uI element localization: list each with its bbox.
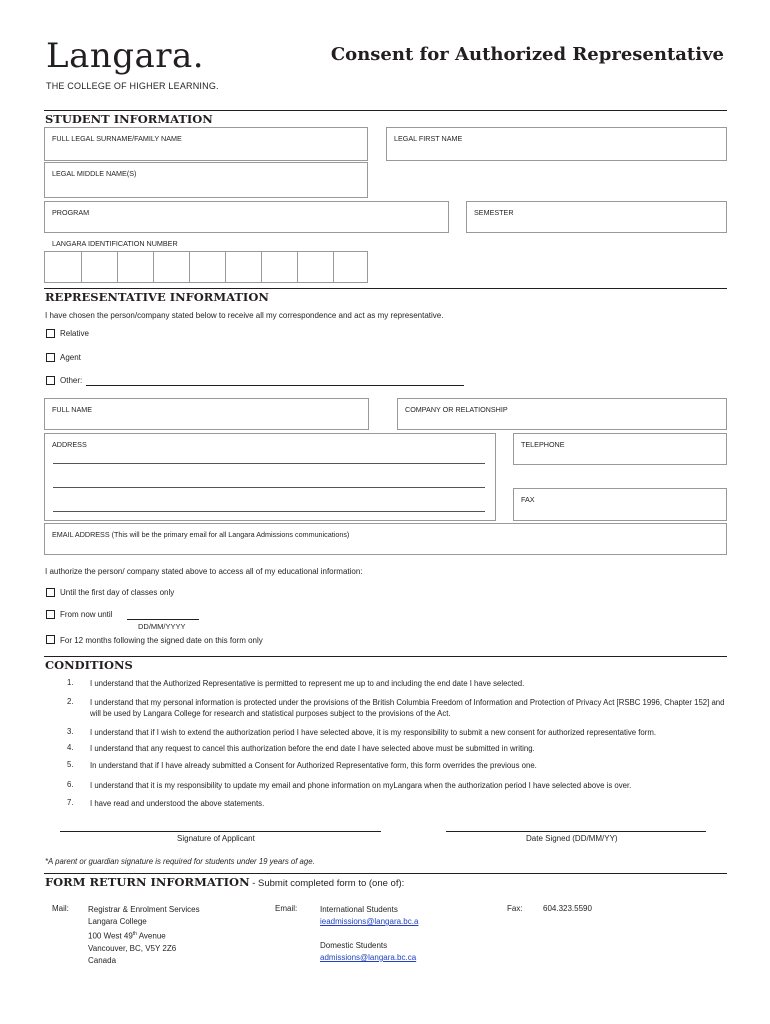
section-divider — [44, 288, 727, 289]
semester-field[interactable] — [466, 201, 727, 233]
program-label: PROGRAM — [52, 208, 90, 217]
fax-field[interactable] — [513, 488, 727, 521]
condition-number: 5. — [67, 760, 74, 769]
logo-tagline: THE COLLEGE OF HIGHER LEARNING. — [46, 81, 219, 91]
address-line — [53, 463, 485, 464]
langara-logo: Langara. — [46, 36, 205, 76]
telephone-field[interactable] — [513, 433, 727, 465]
date-signed-label: Date Signed (DD/MM/YY) — [526, 834, 618, 843]
telephone-label: TELEPHONE — [521, 440, 565, 449]
condition-text: I understand that any request to cancel this authorization before the end date I have selected above must be submitted in writing. — [90, 744, 535, 753]
other-label: Other: — [60, 376, 83, 385]
company-relationship-field[interactable] — [397, 398, 727, 430]
section-divider — [44, 873, 727, 874]
rep-full-name-field[interactable] — [44, 398, 369, 430]
id-digit-divider — [333, 252, 334, 282]
semester-label: SEMESTER — [474, 208, 514, 217]
return-heading: FORM RETURN INFORMATION — [45, 875, 250, 889]
rep-full-name-label: FULL NAME — [52, 405, 93, 414]
program-field[interactable] — [44, 201, 449, 233]
relative-checkbox[interactable] — [46, 329, 55, 338]
email-label: Email: — [275, 904, 298, 913]
id-digit-divider — [189, 252, 190, 282]
email-address-label: EMAIL ADDRESS (This will be the primary email for all Langara Admissions communications) — [52, 530, 350, 539]
intl-email-link[interactable]: ieadmissions@langara.bc.a — [320, 917, 419, 926]
fax-return-number: 604.323.5590 — [543, 904, 592, 913]
id-digit-divider — [261, 252, 262, 282]
mail-line: Langara College — [88, 917, 147, 926]
relative-label: Relative — [60, 329, 89, 338]
until-date-checkbox[interactable] — [46, 610, 55, 619]
condition-text: I understand that my personal information is protected under the provisions of the British Columbia Freedom of Information and Protection of Privacy Act [RSBC 1996, Chapter 152] and will be used by Langara College for research and statistical purposes subject to the provisions of the Act. — [90, 698, 725, 718]
email-address-field[interactable] — [44, 523, 727, 555]
guardian-note: *A parent or guardian signature is required for students under 19 years of age. — [45, 857, 315, 866]
id-digit-divider — [153, 252, 154, 282]
signature-line[interactable] — [60, 831, 381, 832]
conditions-heading: CONDITIONS — [45, 658, 133, 672]
mail-line: Vancouver, BC, V5Y 2Z6 — [88, 943, 177, 953]
address-label: ADDRESS — [52, 440, 87, 449]
agent-label: Agent — [60, 353, 81, 362]
condition-number: 2. — [67, 697, 74, 706]
mail-line: Registrar & Enrolment Services — [88, 905, 200, 914]
id-digit-divider — [117, 252, 118, 282]
domestic-students-label: Domestic Students — [320, 941, 388, 950]
other-checkbox[interactable] — [46, 376, 55, 385]
first-day-label: Until the first day of classes only — [60, 588, 175, 597]
condition-text: I understand that if I wish to extend the authorization period I have selected above, it is my responsibility to submit a new consent for authorized representative form. — [90, 728, 657, 737]
fax-label: FAX — [521, 495, 535, 504]
surname-field[interactable] — [44, 127, 368, 161]
mail-label: Mail: — [52, 904, 69, 913]
twelve-months-checkbox[interactable] — [46, 635, 55, 644]
authorization-intro: I authorize the person/ company stated above to access all of my educational information: — [45, 567, 363, 576]
condition-text: I understand that the Authorized Representative is permitted to represent me up to and including the end date I have selected. — [90, 679, 525, 688]
signature-label: Signature of Applicant — [177, 834, 255, 843]
id-number-field[interactable] — [44, 251, 368, 283]
section-divider — [44, 656, 727, 657]
other-text-line[interactable] — [86, 385, 464, 386]
mail-address — [88, 904, 200, 967]
id-digit-divider — [81, 252, 82, 282]
address-field[interactable] — [44, 433, 496, 521]
intl-students-label: International Students — [320, 905, 398, 914]
id-digit-divider — [297, 252, 298, 282]
email-contacts — [320, 904, 418, 964]
representative-intro: I have chosen the person/company stated below to receive all my correspondence and act as my representative. — [45, 311, 444, 320]
condition-number: 6. — [67, 780, 74, 789]
condition-number: 7. — [67, 798, 74, 807]
address-line — [53, 487, 485, 488]
until-date-label: From now until — [60, 610, 113, 619]
mail-line: Canada — [88, 955, 117, 965]
date-signed-line[interactable] — [446, 831, 706, 832]
student-info-heading: STUDENT INFORMATION — [45, 112, 213, 126]
until-date-line[interactable] — [127, 619, 199, 620]
first-name-field[interactable] — [386, 127, 727, 161]
condition-text: I understand that it is my responsibility to update my email and phone information on myLangara when the authorization period I have selected above is over. — [90, 781, 632, 790]
surname-label: FULL LEGAL SURNAME/FAMILY NAME — [52, 134, 182, 143]
condition-text: In understand that if I have already submitted a Consent for Authorized Representative form, this form overrides the previous one. — [90, 761, 537, 770]
middle-name-field[interactable] — [44, 162, 368, 198]
representative-info-heading: REPRESENTATIVE INFORMATION — [45, 290, 269, 304]
company-relationship-label: COMPANY OR RELATIONSHIP — [405, 405, 508, 414]
section-divider — [44, 110, 727, 111]
condition-number: 4. — [67, 743, 74, 752]
first-name-label: LEGAL FIRST NAME — [394, 134, 463, 143]
id-number-label: LANGARA IDENTIFICATION NUMBER — [52, 239, 178, 248]
first-day-checkbox[interactable] — [46, 588, 55, 597]
domestic-email-link[interactable]: admissions@langara.bc.ca — [320, 953, 417, 962]
address-line — [53, 511, 485, 512]
mail-line: 100 West 49th Avenue — [88, 931, 166, 941]
id-digit-divider — [225, 252, 226, 282]
return-heading-suffix: - Submit completed form to (one of): — [249, 878, 405, 889]
twelve-months-label: For 12 months following the signed date on this form only — [60, 636, 263, 645]
condition-number: 1. — [67, 678, 74, 687]
middle-name-label: LEGAL MIDDLE NAME(S) — [52, 169, 137, 178]
agent-checkbox[interactable] — [46, 353, 55, 362]
date-format-hint: DD/MM/YYYY — [138, 622, 186, 631]
return-heading-row — [45, 875, 404, 889]
condition-text: I have read and understood the above statements. — [90, 799, 265, 808]
condition-number: 3. — [67, 727, 74, 736]
fax-return-label: Fax: — [507, 904, 523, 913]
document-title: Consent for Authorized Representative — [330, 44, 724, 65]
